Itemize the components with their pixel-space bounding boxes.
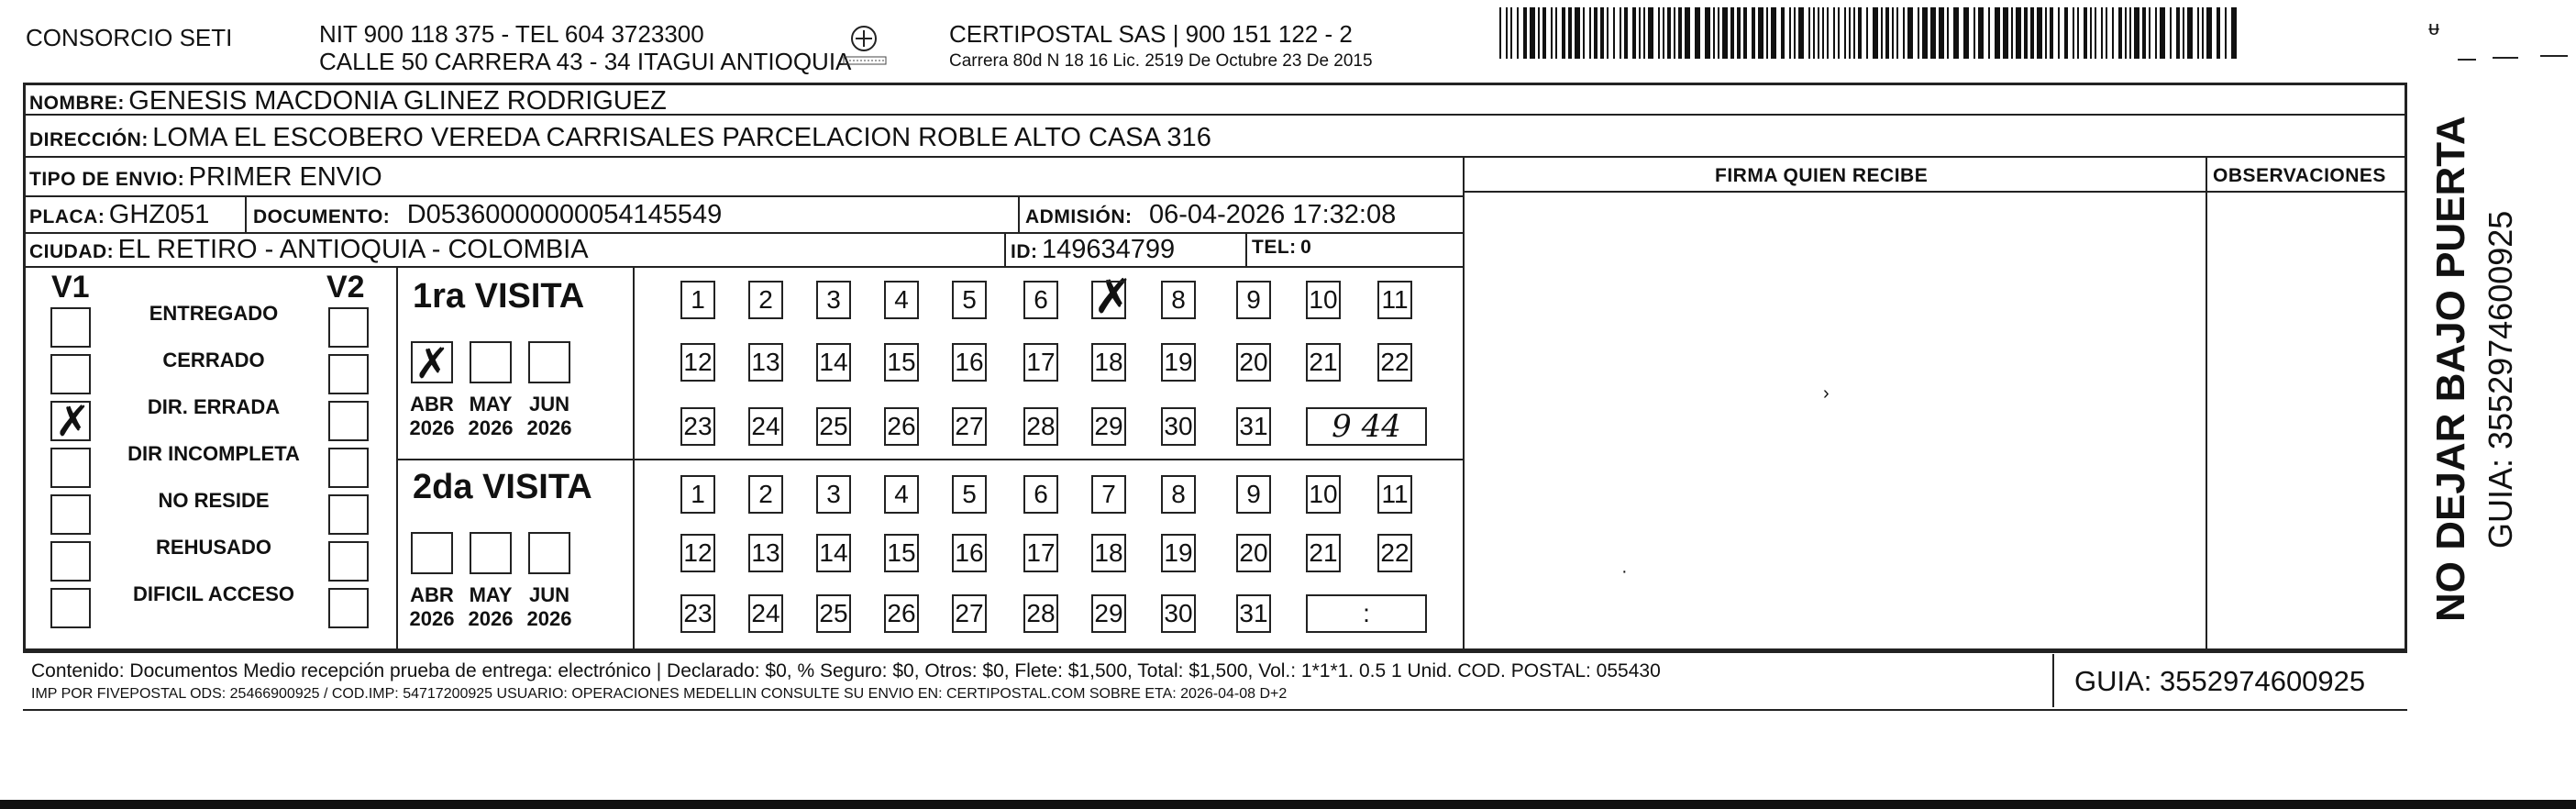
second-visit-day[interactable]: 20 (1236, 534, 1271, 572)
first-visit-title: 1ra VISITA (413, 277, 585, 316)
second-visit-day[interactable]: 31 (1236, 594, 1271, 633)
first-visit-day[interactable]: 28 (1023, 407, 1058, 446)
col-divider (2206, 156, 2207, 651)
second-visit-time: : (1363, 599, 1370, 627)
second-visit-month-box[interactable] (528, 532, 570, 574)
col-divider (1018, 195, 1020, 232)
admision-label: ADMISIÓN: (1025, 206, 1133, 227)
col-divider (2405, 83, 2406, 651)
ciudad-value: EL RETIRO - ANTIOQUIA - COLOMBIA (117, 235, 589, 264)
second-visit-day[interactable]: 4 (884, 475, 919, 514)
stray-dash (2493, 57, 2518, 59)
second-visit-time-box[interactable] (1306, 594, 1427, 633)
second-visit-day[interactable]: 6 (1023, 475, 1058, 514)
month-label: JUN (528, 583, 569, 606)
year-label: 2026 (468, 607, 514, 630)
col-divider (245, 195, 247, 232)
second-visit-day[interactable]: 5 (952, 475, 987, 514)
month-label: ABR (410, 393, 454, 416)
second-visit-day[interactable]: 11 (1377, 475, 1412, 514)
row-divider (23, 266, 1463, 268)
admision-value: 06-04-2026 17:32:08 (1148, 200, 1397, 229)
year-label: 2026 (526, 607, 572, 630)
first-visit-day[interactable] (1091, 281, 1126, 319)
footer-divider (23, 651, 2407, 653)
col-divider (1245, 232, 1247, 266)
first-visit-day[interactable]: 3 (816, 281, 851, 319)
first-visit-day[interactable]: 4 (884, 281, 919, 319)
placa-label: PLACA: (29, 206, 105, 227)
id-value: 149634799 (1041, 235, 1176, 264)
second-visit-day[interactable]: 28 (1023, 594, 1058, 633)
row-divider (23, 195, 1463, 197)
second-visit-day[interactable]: 2 (748, 475, 783, 514)
first-visit-day[interactable]: 29 (1091, 407, 1126, 446)
first-visit-day[interactable]: 17 (1023, 343, 1058, 382)
id-label: ID: (1011, 241, 1038, 262)
v1-checkbox[interactable] (50, 354, 91, 394)
first-visit-day[interactable]: 31 (1236, 407, 1271, 446)
second-visit-day[interactable]: 23 (680, 594, 715, 633)
tipo-value: PRIMER ENVIO (188, 162, 382, 192)
month-label: MAY (469, 393, 513, 416)
footer-guia-box (2052, 654, 2405, 707)
second-visit-day[interactable]: 9 (1236, 475, 1271, 514)
second-visit-month-box[interactable] (470, 532, 512, 574)
first-visit-day[interactable]: 24 (748, 407, 783, 446)
status-option-label: NO RESIDE (158, 489, 270, 512)
v2-checkbox[interactable] (328, 354, 369, 394)
first-visit-day[interactable]: 22 (1377, 343, 1412, 382)
company-address: CALLE 50 CARRERA 43 - 34 ITAGUI ANTIOQUIA (319, 48, 852, 75)
first-visit-day[interactable]: 30 (1161, 407, 1196, 446)
carrier-name: CERTIPOSTAL SAS | 900 151 122 - 2 (949, 20, 1353, 48)
first-visit-day[interactable]: 12 (680, 343, 715, 382)
first-visit-day[interactable]: 13 (748, 343, 783, 382)
footer-guia: GUIA: 3552974600925 (2074, 665, 2366, 697)
first-visit-day[interactable]: 27 (952, 407, 987, 446)
nombre-value: GENESIS MACDONIA GLINEZ RODRIGUEZ (128, 86, 667, 116)
second-visit-day[interactable]: 18 (1091, 534, 1126, 572)
tipo-label: TIPO DE ENVIO: (29, 169, 185, 190)
first-visit-day[interactable]: 10 (1306, 281, 1341, 319)
status-option-label: REHUSADO (156, 536, 271, 559)
field-documento (253, 200, 722, 230)
side-warning: NO DEJAR BAJO PUERTA (2428, 116, 2473, 622)
certipostal-logo (842, 20, 906, 75)
second-visit-day[interactable]: 21 (1306, 534, 1341, 572)
direccion-label: DIRECCIÓN: (29, 129, 149, 150)
second-visit-day[interactable]: 26 (884, 594, 919, 633)
v1-checkbox[interactable] (50, 541, 91, 582)
second-visit-day[interactable]: 13 (748, 534, 783, 572)
stray-dash (2540, 55, 2568, 57)
second-visit-day[interactable]: 14 (816, 534, 851, 572)
field-tipo-envio (29, 162, 382, 193)
field-direccion (29, 123, 1211, 153)
month-label: MAY (469, 583, 513, 606)
first-visit-day[interactable]: 1 (680, 281, 715, 319)
first-visit-time-box[interactable] (1306, 407, 1427, 446)
v2-checkbox[interactable] (328, 588, 369, 628)
field-placa (29, 200, 209, 230)
first-visit-day[interactable]: 5 (952, 281, 987, 319)
field-id (1011, 235, 1175, 265)
footer-imp: IMP POR FIVEPOSTAL ODS: 25466900925 / COD.IMP: 54717200925 USUARIO: OPERACIONES MEDELLIN CONSULTE SU ENVIO EN: CERTIPOSTAL.COM SOBRE ETA: 2026-04-08 D+2 (31, 686, 1288, 702)
stray-dash (2458, 59, 2476, 61)
second-visit-day[interactable]: 30 (1161, 594, 1196, 633)
side-guia: GUIA: 3552974600925 (2482, 210, 2519, 549)
year-label: 2026 (409, 607, 455, 630)
stray-mark: ᵾ (2428, 17, 2440, 39)
observaciones-label: OBSERVACIONES (2213, 165, 2386, 186)
first-visit-day[interactable]: 18 (1091, 343, 1126, 382)
tel-label: TEL: (1252, 237, 1297, 258)
first-visit-day[interactable]: 11 (1377, 281, 1412, 319)
v2-checkbox[interactable] (328, 541, 369, 582)
second-visit-month-box[interactable] (411, 532, 453, 574)
second-visit-day[interactable]: 15 (884, 534, 919, 572)
v1-checkbox[interactable] (50, 494, 91, 535)
v2-checkbox[interactable] (328, 307, 369, 348)
second-visit-day[interactable]: 8 (1161, 475, 1196, 514)
first-visit-time: 9 44 (1332, 408, 1401, 445)
documento-label: DOCUMENTO: (253, 206, 391, 227)
first-visit-month-box[interactable] (470, 341, 512, 383)
first-visit-day[interactable]: 26 (884, 407, 919, 446)
v2-checkbox[interactable] (328, 448, 369, 488)
second-visit-day[interactable]: 17 (1023, 534, 1058, 572)
second-visit-day[interactable]: 1 (680, 475, 715, 514)
nombre-label: NOMBRE: (29, 93, 125, 114)
first-visit-day[interactable]: 15 (884, 343, 919, 382)
handwritten-x-mark: ✗ (55, 396, 91, 446)
v1-checkbox[interactable] (50, 448, 91, 488)
footer-bottom (23, 709, 2407, 711)
tel-value: 0 (1300, 237, 1312, 258)
footer-contenido: Contenido: Documentos Medio recepción prueba de entrega: electrónico | Declarado: $0, % Seguro: $0, Otros: $0, Flete: $1,500, Total: $1,500, Vol.: 1*1*1. 0.5 1 Unid. COD. POSTAL: 055430 (31, 660, 1661, 682)
barcode (1499, 7, 2261, 66)
ciudad-label: CIUDAD: (29, 241, 115, 262)
second-visit-day[interactable]: 3 (816, 475, 851, 514)
first-visit-day[interactable]: 9 (1236, 281, 1271, 319)
first-visit-day[interactable]: 25 (816, 407, 851, 446)
second-visit-day[interactable]: 22 (1377, 534, 1412, 572)
field-nombre (29, 86, 667, 116)
first-visit-month-box[interactable] (528, 341, 570, 383)
page-bottom-edge (0, 800, 2576, 809)
second-visit-day[interactable]: 29 (1091, 594, 1126, 633)
handwritten-x-mark: ✗ (415, 338, 450, 388)
v2-checkbox[interactable] (328, 401, 369, 441)
first-visit-day[interactable]: 8 (1161, 281, 1196, 319)
first-visit-day[interactable]: 6 (1023, 281, 1058, 319)
carrier-license: Carrera 80d N 18 16 Lic. 2519 De Octubre 23 De 2015 (949, 51, 1373, 71)
first-visit-day[interactable]: 21 (1306, 343, 1341, 382)
month-label: JUN (528, 393, 569, 416)
signature-mark: › (1823, 383, 1830, 404)
v1-checkbox[interactable] (50, 588, 91, 628)
signature-mark: · (1621, 561, 1628, 582)
visit-separator (396, 459, 1463, 460)
year-label: 2026 (409, 416, 455, 439)
second-visit-day[interactable]: 19 (1161, 534, 1196, 572)
year-label: 2026 (526, 416, 572, 439)
first-visit-day[interactable]: 16 (952, 343, 987, 382)
row-divider (23, 156, 2407, 158)
documento-value: D05360000000054145549 (406, 200, 723, 229)
firma-label: FIRMA QUIEN RECIBE (1715, 165, 1929, 186)
status-option-label: DIR INCOMPLETA (127, 442, 300, 465)
status-option-label: CERRADO (162, 349, 265, 371)
v1-checkbox[interactable] (50, 307, 91, 348)
second-visit-day[interactable]: 10 (1306, 475, 1341, 514)
col-divider (1004, 232, 1006, 266)
year-label: 2026 (468, 416, 514, 439)
field-tel (1252, 237, 1311, 259)
second-visit-title: 2da VISITA (413, 468, 592, 506)
company-name: CONSORCIO SETI (26, 24, 233, 51)
status-option-label: DIFICIL ACCESO (132, 582, 294, 605)
row-divider (1463, 191, 2407, 193)
first-visit-day[interactable]: 2 (748, 281, 783, 319)
field-admision (1025, 200, 1396, 230)
handwritten-x-mark: ✗ (1093, 270, 1133, 325)
first-visit-day[interactable]: 20 (1236, 343, 1271, 382)
v2-label: V2 (326, 270, 365, 305)
second-visit-day[interactable]: 7 (1091, 475, 1126, 514)
month-label: ABR (410, 583, 454, 606)
placa-value: GHZ051 (108, 200, 210, 229)
status-option-label: DIR. ERRADA (147, 395, 281, 418)
v1-label: V1 (51, 270, 90, 305)
status-option-label: ENTREGADO (149, 302, 279, 325)
first-visit-day[interactable]: 14 (816, 343, 851, 382)
second-visit-day[interactable]: 16 (952, 534, 987, 572)
col-divider (1463, 156, 1465, 651)
direccion-value: LOMA EL ESCOBERO VEREDA CARRISALES PARCELACION ROBLE ALTO CASA 316 (152, 123, 1211, 152)
field-ciudad (29, 235, 589, 265)
second-visit-day[interactable]: 27 (952, 594, 987, 633)
second-visit-day[interactable]: 12 (680, 534, 715, 572)
v2-checkbox[interactable] (328, 494, 369, 535)
first-visit-day[interactable]: 23 (680, 407, 715, 446)
second-visit-day[interactable]: 24 (748, 594, 783, 633)
second-visit-day[interactable]: 25 (816, 594, 851, 633)
company-nit: NIT 900 118 375 - TEL 604 3723300 (319, 20, 704, 48)
first-visit-day[interactable]: 19 (1161, 343, 1196, 382)
